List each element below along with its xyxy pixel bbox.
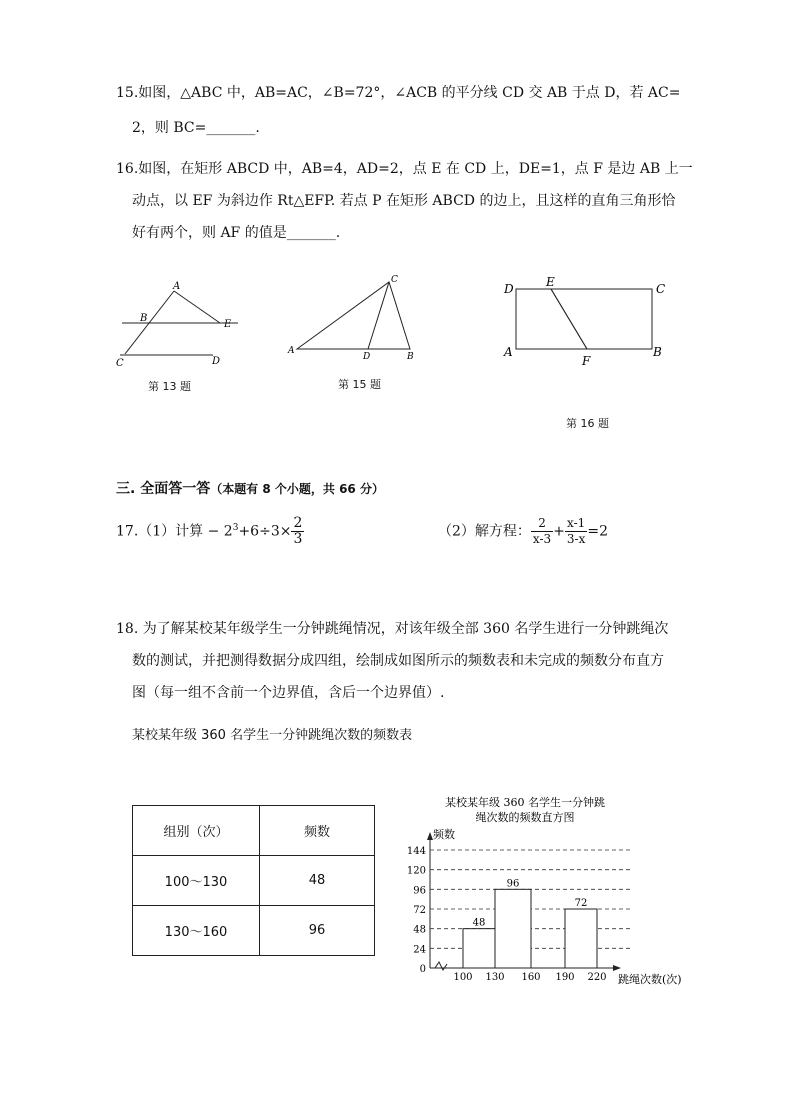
y-tick-label: 48: [413, 924, 426, 936]
x-tick-label: 220: [587, 972, 607, 983]
chart-xlabel: 跳绳次数(次): [618, 973, 682, 986]
q17-part1-frac-den: 3: [293, 531, 303, 547]
x-tick-label: 190: [555, 972, 575, 983]
fig15-caption: 第 15 题: [338, 378, 381, 391]
fig15-label-b: B: [407, 352, 414, 362]
fig13-line-ae: [174, 291, 220, 323]
chart-title-line2: 绳次数的频数直方图: [475, 811, 575, 824]
fig13-label-a: A: [173, 281, 181, 292]
table-header-frequency: 频数: [260, 806, 375, 856]
fig16-label-c: C: [656, 282, 666, 296]
q17-part2-frac2-num: x-1: [565, 516, 587, 532]
y-tick-label: 96: [413, 885, 426, 897]
fig16-caption: 第 16 题: [566, 417, 609, 430]
q16-line1: 16.如图，在矩形 ABCD 中，AB=4，AD=2，点 E 在 CD 上，DE=1，点 F 是边 AB 上一: [116, 161, 693, 177]
histogram-bar: [495, 889, 531, 968]
fig15-triangle-abc: [297, 282, 410, 349]
fig16-label-b: B: [653, 345, 662, 359]
fig13-caption: 第 13 题: [148, 380, 191, 393]
q17-part2-plus: +: [553, 523, 565, 540]
table-cell-group: 100～130: [133, 856, 260, 906]
figure-16: [500, 274, 675, 370]
fig16-segment-ef: [551, 289, 587, 349]
figure-15: [285, 272, 420, 362]
fig15-label-d: D: [363, 352, 371, 362]
q17-part1-mid: +6÷3×: [238, 523, 292, 540]
fig15-label-a: A: [288, 346, 295, 356]
fig16-label-e: E: [546, 275, 555, 289]
y-tick-label: 144: [406, 846, 426, 857]
fig13-label-c: C: [116, 358, 124, 369]
fig15-label-c: C: [391, 275, 398, 285]
y-tick-label: 72: [413, 905, 426, 916]
q16-line2: 动点，以 EF 为斜边作 Rt△EFP. 若点 P 在矩形 ABCD 的边上，且这样的直角三角形恰: [132, 193, 676, 209]
q17-part1-prefix: 17.（1）计算 − 2: [116, 523, 233, 540]
table-row: [133, 856, 375, 906]
q17-part1-frac-num: 2: [293, 515, 303, 531]
y-tick-label: 0: [419, 964, 426, 975]
fig13-label-d: D: [212, 356, 221, 367]
q17-part2: [438, 516, 608, 547]
bar-value-label: 96: [506, 878, 520, 890]
table-header-row: [133, 806, 375, 856]
q17-part2-fraction1: [531, 516, 553, 547]
q17-part1: [116, 516, 304, 547]
table-cell-frequency: 96: [260, 906, 375, 956]
fig15-bisector-cd: [368, 282, 389, 349]
y-tick-label: 24: [413, 944, 426, 956]
fig13-label-e: E: [224, 319, 232, 330]
chart-title-line1: 某校某年级 360 名学生一分钟跳: [445, 796, 605, 809]
fig16-label-f: F: [582, 354, 591, 368]
q17-part2-prefix: （2）解方程：: [438, 523, 531, 540]
q17-part2-fraction2: [565, 516, 587, 547]
table-cell-frequency: 48: [260, 856, 375, 906]
q18-line3: 图（每一组不含前一个边界值，含后一个边界值）.: [132, 685, 445, 701]
q17-part2-frac2-den: 3-x: [566, 532, 586, 546]
q17-part2-equals: =2: [587, 523, 609, 540]
q17-part1-fraction: [291, 516, 304, 547]
table-cell-group: 130～160: [133, 906, 260, 956]
fig16-label-d: D: [504, 282, 514, 296]
q17-part2-frac1-num: 2: [531, 516, 553, 532]
axis-break-mark: [435, 962, 447, 970]
table-header-group: 组别（次）: [133, 806, 260, 856]
q17-part2-frac1-den: x-3: [532, 532, 552, 546]
table-row: [133, 906, 375, 956]
histogram-bar: [565, 909, 597, 968]
fig16-rect-abcd: [516, 289, 652, 349]
x-axis-arrow: [613, 965, 621, 971]
section3-title: 三. 全面答一答: [116, 481, 211, 497]
q16-line3: 好有两个，则 AF 的值是_______.: [132, 225, 341, 241]
x-tick-label: 100: [453, 972, 473, 983]
frequency-table: [132, 805, 375, 956]
figure-13: [110, 278, 255, 370]
fig16-label-a: A: [504, 345, 513, 359]
q15-line1: 15.如图，△ABC 中，AB=AC，∠B=72°，∠ACB 的平分线 CD 交 AB 于点 D，若 AC=: [116, 85, 681, 101]
section3-heading: [116, 478, 384, 498]
q18-line1: 18. 为了解某校某年级学生一分钟跳绳情况，对该年级全部 360 名学生进行一分钟跳绳次: [116, 621, 669, 637]
section3-note: （本题有 8 个小题，共 66 分）: [210, 482, 384, 496]
x-tick-label: 160: [521, 972, 541, 983]
q18-table-title: 某校某年级 360 名学生一分钟跳绳次数的频数表: [132, 728, 413, 743]
bar-value-label: 72: [574, 898, 588, 909]
q18-line2: 数的测试，并把测得数据分成四组，绘制成如图所示的频数表和未完成的频数分布直方: [132, 653, 664, 669]
bar-value-label: 48: [472, 917, 486, 929]
chart-ylabel: 频数: [433, 828, 455, 841]
x-tick-label: 130: [485, 972, 505, 983]
fig13-label-b: B: [140, 313, 148, 324]
q17-part1-exponent: 3: [232, 522, 239, 533]
q15-line2: 2，则 BC=_______.: [132, 120, 260, 136]
histogram-bar: [463, 929, 495, 968]
y-tick-label: 120: [406, 865, 426, 877]
histogram-chart: [395, 790, 695, 995]
